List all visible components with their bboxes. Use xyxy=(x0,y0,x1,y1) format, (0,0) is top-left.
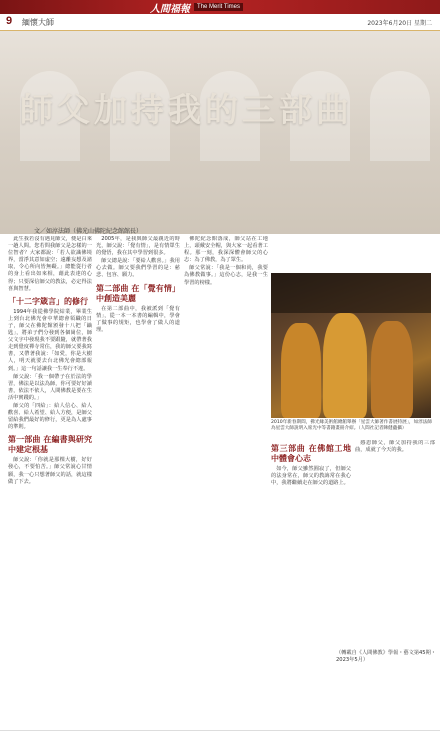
paper-logo: 人間福報 xyxy=(150,3,190,15)
paragraph: 此生我若沒有遇見師父，便是白來一趟人間。您若問我師父是怎樣的一位智者？大家都說：「若人欲識佛境界，當淨其意如虛空；遠離妄想及諸取，令心所向皆無礙。」總能從行者的身上看出如來相，藉此表達的心得；只要深信師父的教法，必定得法喜與智慧。 xyxy=(8,236,92,292)
source-note: （轉載自《人間佛教》學報・藝文第45期・2023年5月） xyxy=(336,650,436,663)
issue-date: 2023年6月20日 星期二 xyxy=(367,20,432,27)
paragraph: 師父說：「我一個帶子在於法的學習，佛法是以法為師，你可要好好讀書，依法不依人，人間佛教是要在生活中實踐的。」 xyxy=(8,373,92,401)
byline: 文／如淳法師（佛光山佛陀紀念館館長） xyxy=(34,228,143,235)
paragraph: 師父常說：「我是一個和尚，我要為佛教做事。」這份心志，是我一生學習的榜樣。 xyxy=(184,265,268,286)
paragraph: 1994年我從佛學院結業，畢業生上到台北佛光會中華總會領職的日子，師父在佛陀館頒發十八把「鑰匙」，將弟子們分發到各個崗位，師父文字中發現我不要跟隨，就帶著我走到覺度禪寺常住，我的師父要我寫書，又帶著我說：「如愛，你是大樹人，明天就要去台北佛光會總部報到。」這一句話讓我一生奉行不違。 xyxy=(8,308,92,372)
article-column-4 xyxy=(271,440,351,726)
subhead: 第一部曲 在編書與研究中建定根基 xyxy=(8,435,92,455)
page-number: 9 xyxy=(6,15,13,27)
paragraph: 如今，師父雖然圓寂了，但師父的法身常在，師父的教誨常在我心中，我將繼續走在師父的道路上。 xyxy=(271,466,351,487)
photo-background xyxy=(271,273,431,313)
article-title: 師父加持我的三部曲 xyxy=(20,90,353,129)
masthead xyxy=(150,0,243,14)
paragraph: 感恩師父，師父加持我的三部曲，成就了今天的我。 xyxy=(355,440,435,454)
page-header xyxy=(0,14,440,31)
paragraph: 師父說：「你就是那棵大樹，好好發心，不要怕苦。」師父常說心甘情願，我一心只想著師父的話，就這樣做了下去。 xyxy=(8,457,92,485)
photo-caption: 2010年新春期間，佛光緣美術館總館舉辦「星雲大師著作書展特展」，如淳法師為星雲大師說明入席光中等書籍畫冊介紹。（人間社記者陳健蘊攝） xyxy=(271,420,432,432)
paragraph: 師父的「四給」：給人信心、給人歡喜、給人希望、給人方便，是師父留給我們最好的修行，更是為人處事的準則。 xyxy=(8,402,92,431)
photo-figure xyxy=(323,313,367,418)
paragraph: 在第二部曲中，我被派到「覺有情」，從一本一本書的編輯中，學會了做事的規矩，也學會了做人的道理。 xyxy=(96,305,180,333)
article-column-5 xyxy=(355,440,435,646)
paragraph: 2005年，是我與師父最親近的時光，師父說：「覺有情」，是有情眾生的覺悟，我在其中學習到很多。 xyxy=(96,236,180,257)
article-column-2 xyxy=(96,236,180,726)
paper-logo-en: The Merit Times xyxy=(194,3,243,11)
arch-decoration xyxy=(370,71,430,161)
bottom-rule xyxy=(0,730,440,731)
section-name: 緬懷大師 xyxy=(22,18,54,27)
subhead: 第二部曲 在「覺有情」中創造美麗 xyxy=(96,283,180,303)
article-photo xyxy=(271,273,431,418)
paragraph: 師父總是說：「要給人歡喜。」我用心去做。師父要我們學習的是：慈悲、包容、願力。 xyxy=(96,258,180,279)
title-background xyxy=(0,31,440,234)
subhead: 第三部曲 在佛館工地中體會心志 xyxy=(271,444,351,463)
photo-figure xyxy=(281,323,321,418)
article-column-3 xyxy=(184,236,268,726)
subhead: 「十二字箴言」的修行 xyxy=(8,296,88,306)
paragraph: 佛陀紀念館落成，師父站在工地上，頭戴安全帽，與大家一起看著工程。那一刻，我深深體會師父的心志：為了佛教，為了眾生。 xyxy=(184,236,268,264)
photo-figure xyxy=(371,321,413,418)
article-column-1 xyxy=(8,236,92,726)
